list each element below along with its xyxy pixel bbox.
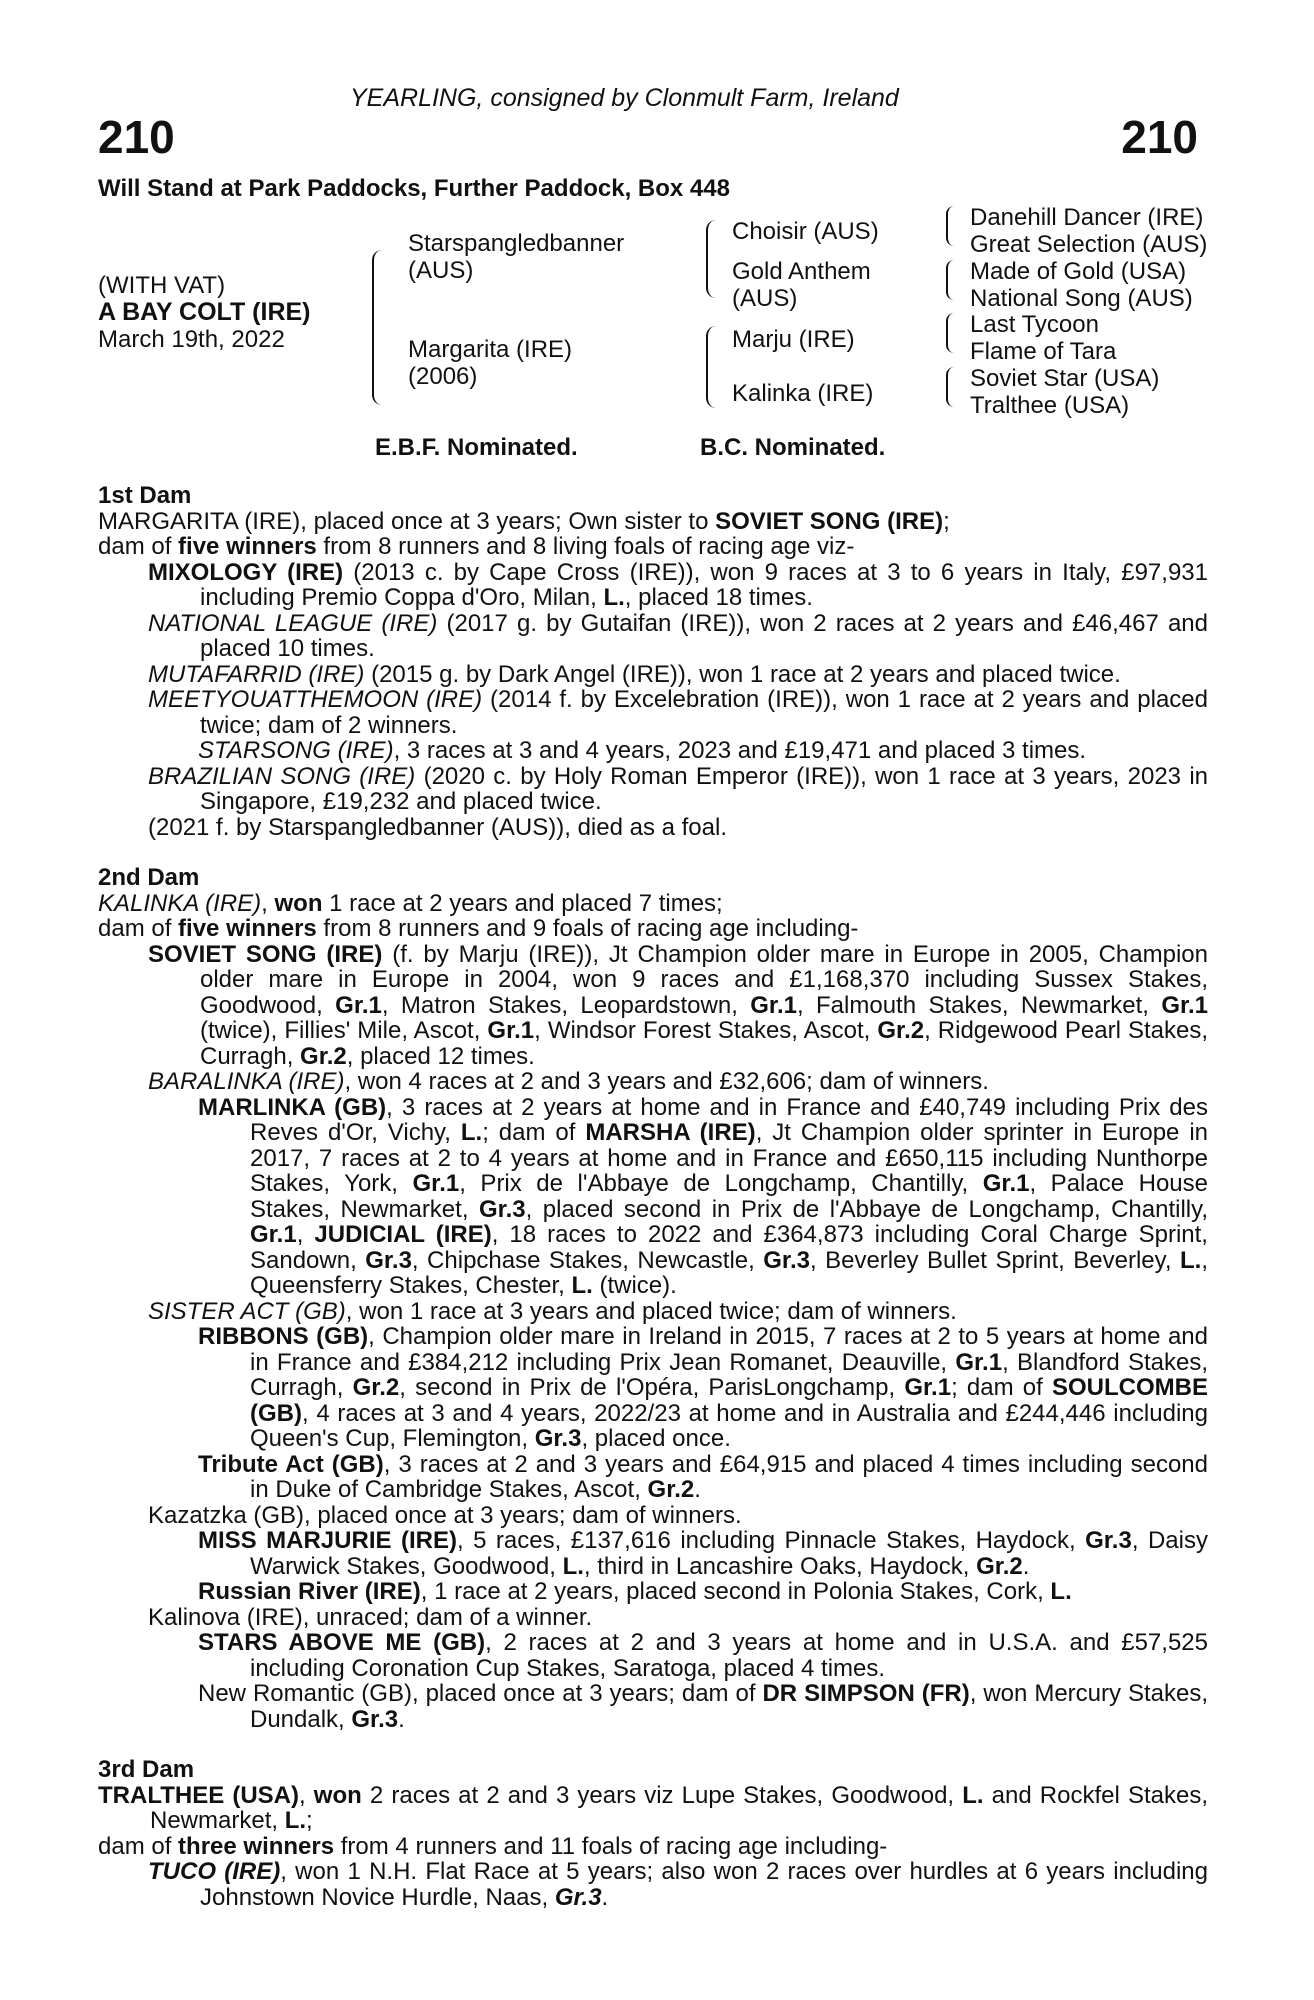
- sire-name: Starspangledbanner: [408, 230, 625, 257]
- sire-dam-name: Gold Anthem: [732, 258, 871, 285]
- produce-meetyouatthemoon: MEETYOUATTHEMOON (IRE) (2014 f. by Excelebration (IRE)), won 1 race at 2 years and placed twice; dam of 2 winners.: [148, 686, 1209, 739]
- g7: Soviet Star (USA): [970, 365, 1160, 392]
- sire-dam: [732, 258, 871, 312]
- produce-tribute-act: Tribute Act (GB), 3 races at 2 and 3 years and £64,915 and placed 4 times including second in Duke of Cambridge Stakes, Ascot, Gr.2.: [198, 1450, 1208, 1503]
- produce-baralinka: BARALINKA (IRE), won 4 races at 2 and 3 years and £32,606; dam of winners.: [148, 1068, 989, 1095]
- produce-tuco: TUCO (IRE), won 1 N.H. Flat Race at 5 years; also won 2 races over hurdles at 6 years including Johnstown Novice Hurdle, Naas, Gr.3.: [148, 1858, 1208, 1911]
- brace-sire-parents: [706, 220, 716, 298]
- stand-location: Will Stand at Park Paddocks, Further Paddock, Box 448: [98, 175, 730, 202]
- great-grandparents-1: [970, 204, 1207, 258]
- g8: Tralthee (USA): [970, 392, 1130, 419]
- catalogue-body: [98, 483, 1208, 1910]
- brace-sire-dam: [372, 250, 384, 405]
- produce-soviet-song: SOVIET SONG (IRE) (f. by Marju (IRE)), Jt Champion older mare in Europe in 2005, Champion older mare in Europe in 2004, won 9 races and £1,168,370 including Sussex Stakes, Goodwood, Gr.1, Matron Stakes, Leopardstown, Gr.1, Falmouth Stakes, Newmarket, Gr.1 (twice), Fillies' Mile, Ascot, Gr.1, Windsor Forest Stakes, Ascot, Gr.2, Ridgewood Pearl Stakes, Curragh, Gr.2, placed 12 times.: [148, 940, 1209, 1070]
- consignment-line: YEARLING, consigned by Clonmult Farm, Ireland: [350, 84, 899, 112]
- vat-label: (WITH VAT): [98, 272, 226, 299]
- produce-kalinova: Kalinova (IRE), unraced; dam of a winner.: [148, 1603, 593, 1631]
- g4: National Song (AUS): [970, 285, 1193, 312]
- produce-miss-marjurie: MISS MARJURIE (IRE), 5 races, £137,616 including Pinnacle Stakes, Haydock, Gr.3, Daisy Warwick Stakes, Goodwood, L., third in Lancashire Oaks, Haydock, Gr.2.: [198, 1527, 1208, 1580]
- great-grandparents-4: [970, 365, 1159, 419]
- dam: [408, 336, 572, 390]
- brace-dam-parents: [706, 326, 716, 408]
- horse-name: A BAY COLT (IRE): [98, 298, 311, 326]
- produce-2021-filly: (2021 f. by Starspangledbanner (AUS)), died as a foal.: [148, 813, 727, 841]
- produce-sister-act: SISTER ACT (GB), won 1 race at 3 years and placed twice; dam of winners.: [148, 1297, 957, 1325]
- ebf-nominated: E.B.F. Nominated.: [375, 434, 578, 461]
- dam-name: Margarita (IRE): [408, 336, 573, 363]
- g3: Made of Gold (USA): [970, 258, 1187, 285]
- produce-marlinka: MARLINKA (GB), 3 races at 2 years at home and in France and £40,749 including Prix des Reves d'Or, Vichy, L.; dam of MARSHA (IRE), Jt Champion older sprinter in Europe in 2017, 7 races at 2 to 4 years at home and in France and £650,115 including Nunthorpe Stakes, York, Gr.1, Prix de l'Abbaye de Longchamp, Chantilly, Gr.1, Palace House Stakes, Newmarket, Gr.3, placed second in Prix de l'Abbaye de Longchamp, Chantilly, Gr.1, JUDICIAL (IRE), 18 races to 2022 and £364,873 including Coral Charge Sprint, Sandown, Gr.3, Chipchase Stakes, Newcastle, Gr.3, Beverley Bullet Sprint, Beverley, L., Queensferry Stakes, Chester, L. (twice).: [198, 1093, 1209, 1299]
- first-dam-summary: dam of five winners from 8 runners and 8 living foals of racing age viz-: [98, 533, 855, 560]
- produce-national-league: NATIONAL LEAGUE (IRE) (2017 g. by Gutaifan (IRE)), won 2 races at 2 years and £46,467 and placed 10 times.: [148, 609, 1208, 662]
- first-dam-line: MARGARITA (IRE), placed once at 3 years; Own sister to SOVIET SONG (IRE);: [98, 507, 950, 535]
- g2: Great Selection (AUS): [970, 231, 1208, 258]
- produce-mutafarrid: MUTAFARRID (IRE) (2015 g. by Dark Angel (IRE)), won 1 race at 2 years and placed twice.: [148, 660, 1121, 688]
- second-dam-heading: 2nd Dam: [98, 864, 200, 891]
- great-grandparents-3: [970, 311, 1116, 365]
- great-grandparents-2: [970, 258, 1193, 312]
- brace-g78: [946, 367, 954, 407]
- g1: Danehill Dancer (IRE): [970, 204, 1204, 231]
- second-dam-line: KALINKA (IRE), won 1 race at 2 years and placed 7 times;: [98, 889, 723, 917]
- foaling-date: March 19th, 2022: [98, 326, 285, 353]
- produce-stars-above-me: STARS ABOVE ME (GB), 2 races at 2 and 3 years at home and in U.S.A. and £57,525 including Coronation Cup Stakes, Saratoga, placed 4 times.: [198, 1629, 1208, 1682]
- first-dam-heading: 1st Dam: [98, 482, 192, 509]
- third-dam-summary: dam of three winners from 4 runners and 11 foals of racing age including-: [98, 1832, 888, 1860]
- brace-g12: [946, 206, 954, 246]
- produce-russian-river: Russian River (IRE), 1 race at 2 years, placed second in Polonia Stakes, Cork, L.: [198, 1578, 1072, 1605]
- dam-dam: Kalinka (IRE): [732, 380, 874, 407]
- produce-new-romantic: New Romantic (GB), placed once at 3 years; dam of DR SIMPSON (FR), won Mercury Stakes, Dundalk, Gr.3.: [198, 1680, 1208, 1733]
- sire-sire: Choisir (AUS): [732, 218, 879, 245]
- lot-number-left: 210: [98, 111, 175, 163]
- sire: [408, 230, 624, 284]
- dam-sire: Marju (IRE): [732, 326, 855, 353]
- produce-mixology: MIXOLOGY (IRE) (2013 c. by Cape Cross (IRE)), won 9 races at 3 to 6 years in Italy, £97,931 including Premio Coppa d'Oro, Milan, L., placed 18 times.: [148, 558, 1208, 611]
- produce-brazilian-song: BRAZILIAN SONG (IRE) (2020 c. by Holy Roman Emperor (IRE)), won 1 race at 3 years, 2023 in Singapore, £19,232 and placed twice.: [148, 762, 1208, 815]
- bc-nominated: B.C. Nominated.: [700, 434, 886, 461]
- sire-dam-country: (AUS): [732, 285, 798, 312]
- brace-g56: [946, 313, 954, 353]
- produce-ribbons: RIBBONS (GB), Champion older mare in Ireland in 2015, 7 races at 2 to 5 years at home and in France and £384,212 including Prix Jean Romanet, Deauville, Gr.1, Blandford Stakes, Curragh, Gr.2, second in Prix de l'Opéra, ParisLongchamp, Gr.1; dam of SOULCOMBE (GB), 4 races at 3 and 4 years, 2022/23 at home and in Australia and £244,446 including Queen's Cup, Flemington, Gr.3, placed once.: [198, 1323, 1209, 1452]
- third-dam-heading: 3rd Dam: [98, 1756, 195, 1783]
- horse-info: [98, 272, 311, 353]
- produce-starsong: STARSONG (IRE), 3 races at 3 and 4 years, 2023 and £19,471 and placed 3 times.: [198, 737, 1087, 764]
- lot-number-right: 210: [1121, 111, 1198, 163]
- second-dam-summary: dam of five winners from 8 runners and 9 foals of racing age including-: [98, 915, 859, 942]
- produce-kazatzka: Kazatzka (GB), placed once at 3 years; dam of winners.: [148, 1501, 742, 1529]
- third-dam-line: TRALTHEE (USA), won 2 races at 2 and 3 years viz Lupe Stakes, Goodwood, L. and Rockfel Stakes, Newmarket, L.;: [98, 1781, 1208, 1834]
- brace-g34: [946, 260, 954, 300]
- g6: Flame of Tara: [970, 338, 1117, 365]
- g5: Last Tycoon: [970, 311, 1099, 338]
- sire-country: (AUS): [408, 257, 474, 284]
- dam-year: (2006): [408, 363, 478, 390]
